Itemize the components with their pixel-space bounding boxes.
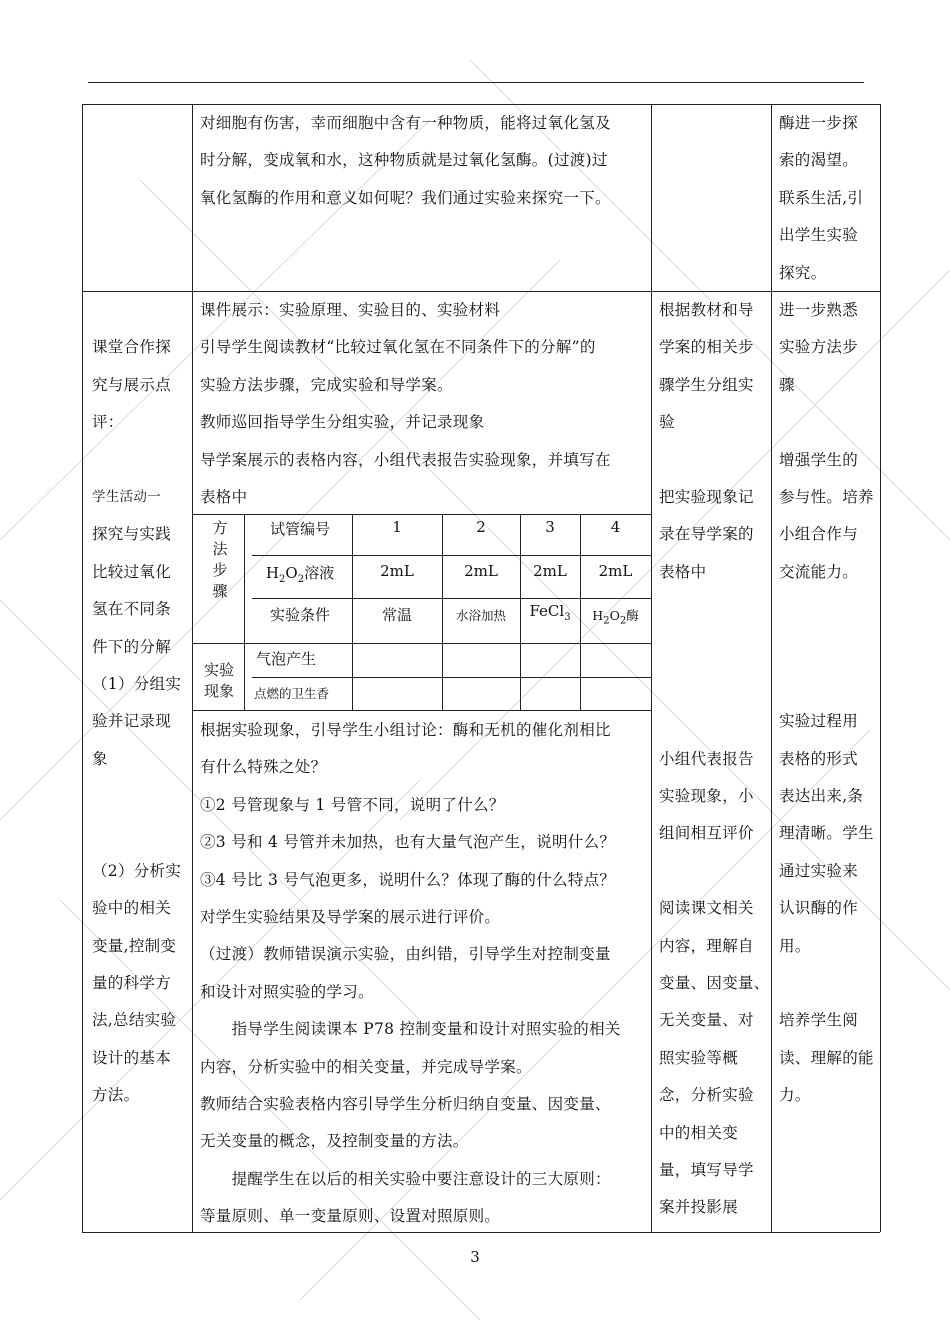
student-line bbox=[659, 666, 765, 703]
intent-line: 探究。 bbox=[779, 263, 827, 282]
student-line bbox=[659, 629, 765, 666]
result-label bbox=[196, 660, 242, 702]
intent-line: 力。 bbox=[779, 1086, 811, 1105]
student-line: 学案的相关步 bbox=[659, 338, 754, 357]
intent-line: 骤 bbox=[779, 375, 795, 394]
intent-line: 交流能力。 bbox=[779, 562, 859, 581]
condition-cell: 常温 bbox=[381, 606, 412, 624]
condition-header: 实验条件 bbox=[269, 606, 330, 624]
method-char: 法 bbox=[212, 540, 228, 558]
intent-line: 理清晰。学生 bbox=[779, 824, 874, 843]
formula-part: H bbox=[592, 608, 604, 623]
formula-sub: 3 bbox=[564, 612, 571, 623]
intent-line: 实验过程用 bbox=[779, 712, 859, 731]
formula-sub: 2 bbox=[297, 574, 305, 585]
student-line bbox=[659, 853, 765, 890]
stage-line bbox=[92, 442, 188, 479]
formula-sub: 2 bbox=[603, 615, 610, 627]
student-line: 录在导学案的 bbox=[659, 525, 754, 544]
incense-row-label: 点燃的卫生香 bbox=[254, 686, 330, 701]
formula-part: FeCl bbox=[529, 602, 565, 620]
student-line: 无关变量、对 bbox=[659, 1011, 754, 1030]
page-number: 3 bbox=[470, 1248, 480, 1266]
student-line: 阅读课文相关 bbox=[659, 899, 754, 918]
intent-line: 联系生活,引 bbox=[779, 188, 864, 207]
content-line: 有什么特殊之处？ bbox=[200, 758, 327, 777]
condition-cell bbox=[580, 606, 651, 627]
student-line: 验 bbox=[659, 413, 675, 432]
solution-header bbox=[252, 562, 348, 585]
tube-number: 4 bbox=[610, 518, 621, 536]
content-line: 教师结合实验表格内容引导学生分析归纳自变量、因变量、 bbox=[200, 1094, 611, 1113]
student-line: 骤学生分组实 bbox=[659, 375, 754, 394]
stage-line: 验中的相关 bbox=[92, 899, 172, 918]
intent-line: 读、理解的能 bbox=[779, 1048, 874, 1067]
content-line: 内容，分析实验中的相关变量，并完成导学案。 bbox=[200, 1057, 532, 1076]
row2-content-bottom bbox=[200, 712, 646, 1235]
student-line: 实验现象，小 bbox=[659, 787, 754, 806]
formula-sub: 2 bbox=[619, 615, 627, 627]
content-line: 对学生实验结果及导学案的展示进行评价。 bbox=[200, 907, 501, 926]
stage-line: （2）分析实 bbox=[92, 861, 182, 880]
content-line: 根据实验现象，引导学生小组讨论：酶和无机的催化剂相比 bbox=[200, 721, 611, 739]
volume-cell: 2mL bbox=[533, 562, 567, 580]
student-line: 念，分析实验 bbox=[659, 1086, 754, 1105]
method-char: 步 bbox=[212, 561, 228, 579]
intent-line: 酶进一步探 bbox=[779, 114, 859, 132]
intent-line: 小组合作与 bbox=[779, 525, 859, 544]
intent-line: 索的渴望。 bbox=[779, 151, 859, 170]
stage-line: 变量,控制变 bbox=[92, 936, 177, 955]
content-line: （过渡）教师错误演示实验，由纠错，引导学生对控制变量 bbox=[200, 945, 611, 964]
stage-line: 评： bbox=[92, 413, 124, 432]
intent-line: 参与性。培养 bbox=[779, 487, 874, 506]
content-line: 指导学生阅读课本 P78 控制变量和设计对照实验的相关 bbox=[200, 1020, 621, 1039]
content-line: 和设计对照实验的学习。 bbox=[200, 982, 374, 1001]
bubbles-row-label: 气泡产生 bbox=[256, 650, 317, 668]
row2-student-activity bbox=[659, 292, 770, 1227]
student-line bbox=[659, 703, 765, 740]
stage-line bbox=[92, 778, 188, 815]
stage-line: 学生活动一 bbox=[92, 488, 161, 505]
content-line: 等量原则、单一变量原则、设置对照原则。 bbox=[200, 1207, 501, 1226]
stage-line: 究与展示点 bbox=[92, 375, 172, 394]
stage-line: 探究与实践 bbox=[92, 525, 172, 544]
intent-line: 认识酶的作 bbox=[779, 899, 859, 918]
intent-line bbox=[779, 965, 875, 1002]
stage-line: 课堂合作探 bbox=[92, 338, 172, 357]
student-line: 照实验等概 bbox=[659, 1048, 739, 1067]
intent-line bbox=[779, 591, 875, 628]
intent-line: 用。 bbox=[779, 936, 811, 955]
stage-line: 件下的分解 bbox=[92, 637, 172, 656]
stage-line bbox=[92, 292, 188, 329]
stage-line: 法,总结实验 bbox=[92, 1011, 177, 1030]
content-line: ③4 号比 3 号气泡更多，说明什么？体现了酶的什么特点？ bbox=[200, 870, 616, 889]
student-line: 内容，理解自 bbox=[659, 936, 754, 955]
tube-number: 3 bbox=[545, 518, 555, 536]
stage-line: 量的科学方 bbox=[92, 974, 172, 993]
stage-line: 方法。 bbox=[92, 1086, 140, 1105]
result-label-line: 现象 bbox=[203, 682, 234, 700]
method-char: 方 bbox=[212, 519, 228, 537]
formula-sub: 2 bbox=[279, 574, 286, 585]
student-line: 量，填写导学 bbox=[659, 1160, 754, 1179]
student-line: 变量、因变量、 bbox=[659, 974, 770, 993]
tube-number-header: 试管编号 bbox=[269, 520, 330, 538]
content-line: 提醒学生在以后的相关实验中要注意设计的三大原则： bbox=[200, 1169, 611, 1188]
intent-line: 出学生实验 bbox=[779, 226, 859, 245]
content-line: 教师巡回指导学生分组实验，并记录现象 bbox=[200, 413, 485, 432]
tube-number: 1 bbox=[392, 518, 402, 536]
result-label-line: 实验 bbox=[203, 661, 234, 679]
stage-line bbox=[92, 815, 188, 852]
content-line: 氧化氢酶的作用和意义如何呢？我们通过实验来探究一下。 bbox=[200, 188, 611, 207]
intent-line bbox=[779, 629, 875, 666]
row1-intent bbox=[779, 105, 875, 292]
student-line: 小组代表报告 bbox=[659, 749, 754, 768]
stage-line: 象 bbox=[92, 749, 108, 768]
intent-line bbox=[779, 404, 875, 441]
header-rule bbox=[88, 82, 864, 83]
volume-cell: 2mL bbox=[598, 562, 633, 580]
stage-line: （1）分组实 bbox=[92, 674, 182, 693]
condition-cell: 水浴加热 bbox=[455, 608, 506, 623]
content-line: 实验方法步骤，完成实验和导学案。 bbox=[200, 375, 453, 394]
content-line: ②3 号和 4 号管并未加热，也有大量气泡产生，说明什么？ bbox=[200, 833, 616, 852]
row2-design-intent bbox=[779, 292, 875, 1115]
intent-line: 表格的形式 bbox=[779, 749, 859, 768]
content-line: ①2 号管现象与 1 号管不同，说明了什么？ bbox=[200, 795, 505, 814]
student-line: 表格中 bbox=[659, 562, 707, 581]
student-line bbox=[659, 442, 765, 479]
student-line: 组间相互评价 bbox=[659, 824, 754, 843]
content-line: 对细胞有伤害，幸而细胞中含有一种物质，能将过氧化氢及 bbox=[200, 114, 611, 132]
formula-part: O bbox=[609, 608, 620, 623]
student-line: 把实验现象记 bbox=[659, 487, 754, 506]
intent-line: 实验方法步 bbox=[779, 338, 859, 357]
student-line: 中的相关变 bbox=[659, 1123, 739, 1142]
content-line: 引导学生阅读教材“比较过氧化氢在不同条件下的分解”的 bbox=[200, 338, 596, 357]
row1-content bbox=[200, 105, 646, 217]
formula-part: 溶液 bbox=[304, 564, 335, 582]
content-line: 导学案展示的表格内容，小组代表报告实验现象，并填写在 bbox=[200, 450, 611, 469]
intent-line: 进一步熟悉 bbox=[779, 301, 859, 319]
content-line: 无关变量的概念，及控制变量的方法。 bbox=[200, 1132, 469, 1151]
stage-line: 氢在不同条 bbox=[92, 600, 172, 619]
stage-line: 验并记录现 bbox=[92, 712, 172, 731]
method-char: 骤 bbox=[212, 582, 228, 600]
student-line bbox=[659, 591, 765, 628]
row2-content-top bbox=[200, 292, 646, 516]
volume-cell: 2mL bbox=[464, 562, 498, 580]
volume-cell: 2mL bbox=[380, 562, 414, 580]
condition-cell bbox=[520, 602, 580, 623]
formula-part: H bbox=[265, 564, 279, 582]
intent-line: 通过实验来 bbox=[779, 861, 859, 880]
content-line: 课件展示：实验原理、实验目的、实验材料 bbox=[200, 301, 501, 319]
student-line: 案并投影展 bbox=[659, 1198, 739, 1217]
student-line: 根据教材和导 bbox=[659, 301, 754, 319]
formula-part: 酶 bbox=[626, 608, 639, 623]
formula-part: O bbox=[285, 564, 298, 582]
tube-number: 2 bbox=[476, 518, 486, 536]
stage-line: 设计的基本 bbox=[92, 1048, 172, 1067]
intent-line bbox=[779, 666, 875, 703]
method-label bbox=[200, 518, 240, 602]
intent-line: 增强学生的 bbox=[779, 450, 859, 469]
row2-stage bbox=[92, 292, 188, 1115]
intent-line: 表达出来,条 bbox=[779, 787, 864, 806]
content-line: 时分解，变成氧和水，这种物质就是过氧化氢酶。(过渡)过 bbox=[200, 151, 608, 170]
stage-line: 比较过氧化 bbox=[92, 562, 172, 581]
content-line: 表格中 bbox=[200, 487, 248, 506]
intent-line: 培养学生阅 bbox=[779, 1011, 859, 1030]
